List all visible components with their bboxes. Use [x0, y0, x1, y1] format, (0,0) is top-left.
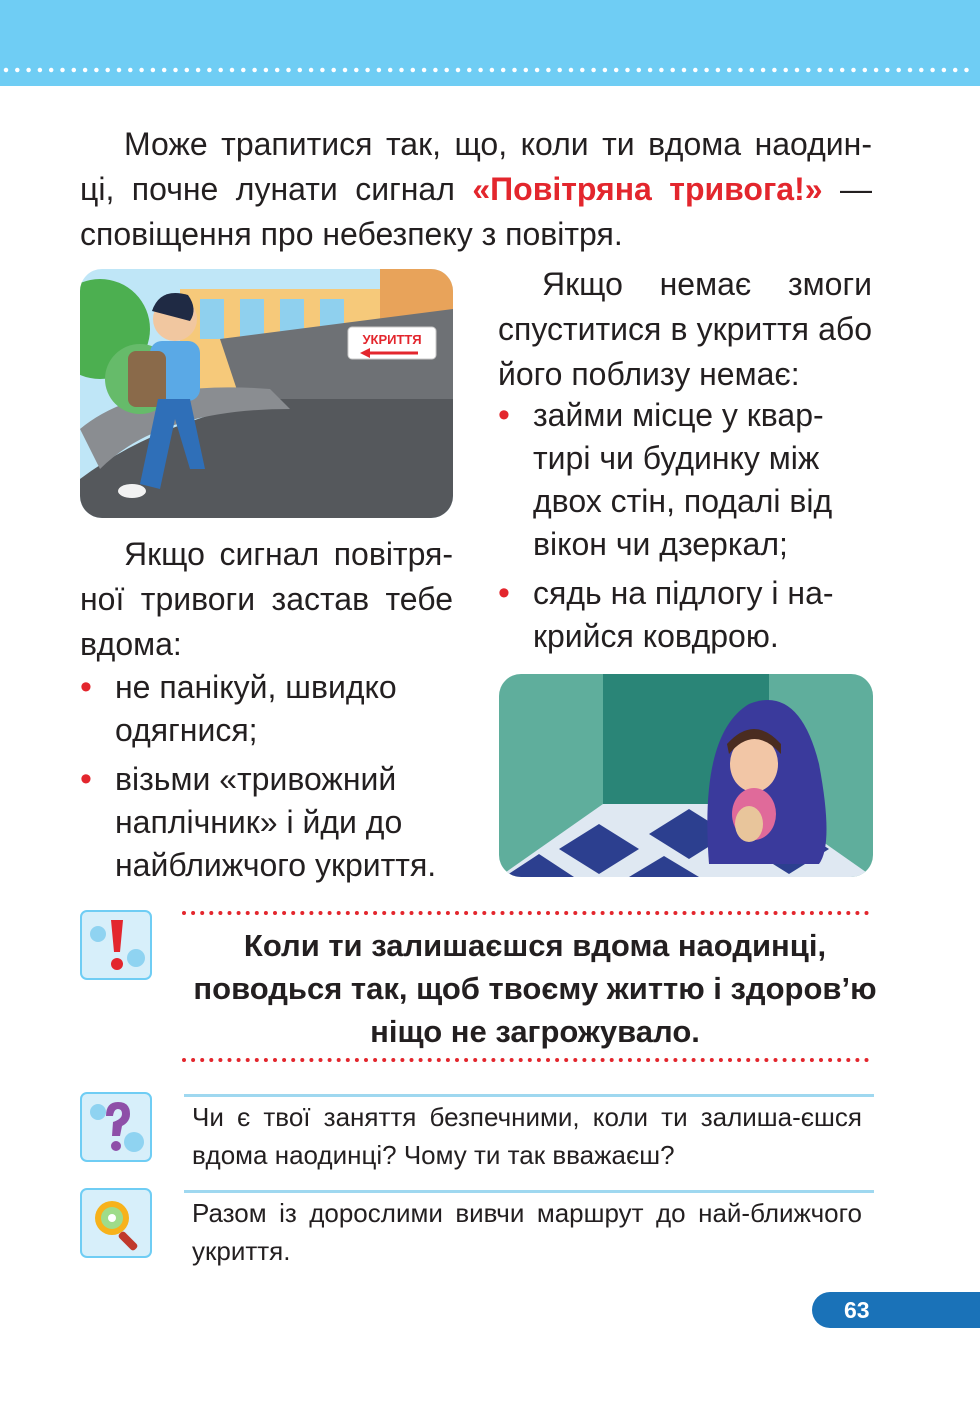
exclamation-icon: [80, 910, 152, 980]
question-text: Чи є твої заняття безпечними, коли ти залиша-єшся вдома наодинці? Чому ти так вважаєш?: [192, 1102, 862, 1170]
magnifier-icon: [80, 1188, 152, 1258]
page-number: 63: [844, 1297, 870, 1323]
intro-paragraph: [80, 122, 872, 257]
girl-under-blanket-illustration: [499, 674, 873, 877]
rule-top-dots: [180, 909, 876, 917]
list-item: • візьми «тривожний наплічник» і йди до найближчого укриття.: [80, 758, 453, 887]
list-item: • не панікуй, швидко одягнися;: [80, 666, 453, 752]
left-lead-text: Якщо сигнал повітря-ної тривоги застав тебе вдома:: [80, 536, 453, 662]
rule-text: Коли ти залишаєшся вдома наодинці, поводься так, щоб твоєму життю і здоров’ю ніщо не загрожувало.: [193, 928, 877, 1049]
header-dots: [0, 64, 980, 76]
list-item: • займи місце у квар-тирі чи будинку між двох стін, подалі від вікон чи дзеркал;: [498, 394, 872, 566]
left-bullet-list: [80, 666, 453, 893]
list-item: • сядь на підлогу і на-крийся ковдрою.: [498, 572, 872, 658]
shelter-sign: УКРИТТЯ: [362, 332, 422, 347]
right-bullet-list: [498, 394, 872, 664]
right-lead: [498, 262, 872, 397]
question-icon: [80, 1092, 152, 1162]
rule-bottom-dots: [180, 1056, 876, 1064]
intro-text-end: — сповіщення про небезпеку з повітря.: [80, 171, 873, 252]
intro-text-start: Може трапитися так, що, коли ти вдома наодин-ці, почне лунати сигнал: [80, 126, 872, 207]
air-alarm-phrase: «Повітряна тривога!»: [472, 171, 823, 207]
page-number-tab: [812, 1292, 980, 1328]
right-lead-text: Якщо немає змоги спуститися в укриття або його поблизу немає:: [498, 266, 872, 392]
task-divider: [184, 1190, 874, 1193]
boy-to-shelter-illustration: [80, 269, 453, 518]
question-divider: [184, 1094, 874, 1097]
left-lead: [80, 532, 453, 667]
task-text: Разом із дорослими вивчи маршрут до най-ближчого укриття.: [192, 1198, 862, 1266]
